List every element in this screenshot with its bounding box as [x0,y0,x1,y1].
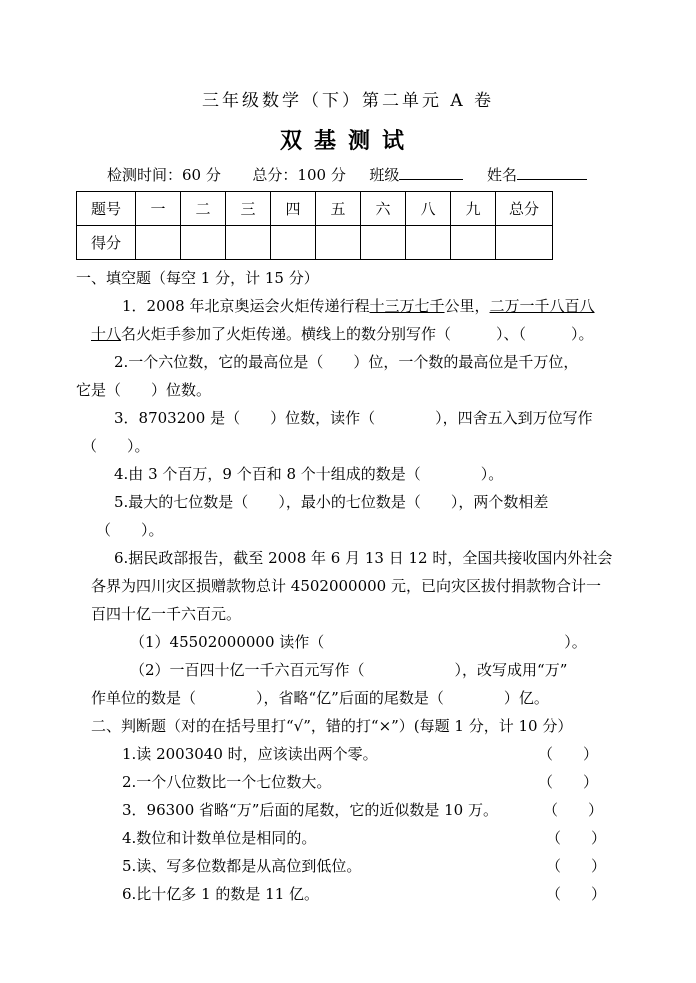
score-cell[interactable] [451,226,496,260]
question-1-line-1 [122,296,595,316]
time-label: 检测时间：60 分 [107,166,221,184]
score-header-cell: 一 [136,192,181,226]
question-6-sub-2-line-2: 作单位的数是（ ），省略“亿”后面的尾数是（ ）亿。 [91,689,549,707]
question-6-line-3: 百四十亿一千六百元。 [91,605,242,623]
score-cell[interactable] [271,226,316,260]
score-header-cell: 五 [316,192,361,226]
judge-item-text: 3．96300 省略“万”后面的尾数，它的近似数是 10 万。 [122,801,498,819]
score-cell[interactable] [316,226,361,260]
score-table-score-row [77,226,553,260]
score-cell[interactable] [226,226,271,260]
score-cell[interactable] [136,226,181,260]
question-2-line-2: 它是（ ）位数。 [76,381,212,399]
question-1-text-c: 名火炬手参加了火炬传递。横线上的数分别写作（ ）、（ ）。 [121,325,594,343]
name-label: 姓名 [486,166,517,184]
score-header-cell: 九 [451,192,496,226]
question-6-line-1: 6.据民政部报告，截至 2008 年 6 月 13 日 12 时，全国共接收国内外社会 [114,549,613,567]
judge-answer-paren[interactable]: （ ） [546,885,607,903]
question-1-text-a: 1．2008 年北京奥运会火炬传递行程 [122,297,370,315]
section-1-heading: 一、填空题（每空 1 分，计 15 分） [76,269,319,287]
question-4: 4.由 3 个百万，9 个百和 8 个十组成的数是（ ）。 [114,465,504,483]
score-cell[interactable] [496,226,553,260]
question-2-line-1: 2.一个六位数，它的最高位是（ ）位，一个数的最高位是千万位， [114,353,579,371]
score-table-header-row [77,192,553,226]
question-3-line-2: （ ）。 [82,437,150,455]
question-1-line-2 [91,324,594,344]
judge-item-text: 6.比十亿多 1 的数是 11 亿。 [122,885,320,903]
question-6-sub-2-line-1: （2）一百四十亿一千六百元写作（ ），改写成用“万” [130,661,568,679]
question-6-line-2: 各界为四川灾区损赠款物总计 4502000000 元，已向灾区拔付捐款物合计一 [91,577,601,595]
question-1-underlined-b: 二万一千八百八 [489,297,595,315]
score-table [76,191,553,260]
question-5-line-1: 5.最大的七位数是（ ），最小的七位数是（ ），两个数相差 [114,493,549,511]
section-2-heading: 二、判断题（对的在括号里打“√”，错的打“×”）(每题 1 分，计 10 分） [91,717,573,735]
score-cell[interactable] [361,226,406,260]
score-cell[interactable] [181,226,226,260]
class-field[interactable] [399,165,463,180]
score-header-cell: 二 [181,192,226,226]
score-header-cell: 题号 [77,192,136,226]
judge-answer-paren[interactable]: （ ） [546,829,607,847]
judge-item-text: 5.读、写多位数都是从高位到低位。 [122,857,362,875]
judge-answer-paren[interactable]: （ ） [543,801,604,819]
page-title: 三年级数学（下）第二单元 A 卷 [201,91,495,111]
score-header-cell: 四 [271,192,316,226]
judge-answer-paren[interactable]: （ ） [538,773,599,791]
question-1-underlined-a: 十三万七千 [369,297,445,315]
score-header-cell: 三 [226,192,271,226]
page-subtitle: 双基测试 [279,129,416,154]
judge-item-text: 4.数位和计数单位是相同的。 [122,829,317,847]
score-header-cell: 八 [406,192,451,226]
judge-answer-paren[interactable]: （ ） [546,857,607,875]
score-header-cell: 六 [361,192,406,226]
score-cell[interactable] [406,226,451,260]
question-1-underlined-c: 十八 [91,325,122,343]
exam-meta [107,164,587,185]
question-1-text-b: 公里， [444,297,490,315]
question-3-line-1: 3．8703200 是（ ）位数，读作（ ），四舍五入到万位写作 [114,409,593,427]
question-6-sub-1: （1）45502000000 读作（ ）。 [130,633,587,651]
judge-answer-paren[interactable]: （ ） [538,745,599,763]
judge-item-text: 1.读 2003040 时，应该读出两个零。 [122,745,378,763]
question-5-line-2: （ ）。 [96,521,164,539]
class-label: 班级 [369,166,400,184]
score-header-cell: 总分 [496,192,553,226]
score-row-label: 得分 [77,226,136,260]
score-label: 总分：100 分 [252,166,346,184]
judge-item-text: 2.一个八位数比一个七位数大。 [122,773,332,791]
name-field[interactable] [517,165,587,180]
